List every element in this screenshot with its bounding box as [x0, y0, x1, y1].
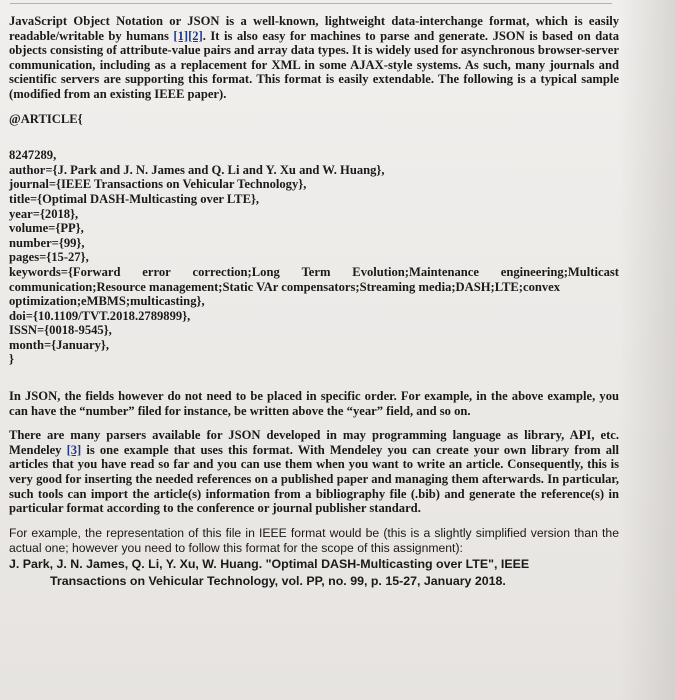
- closing-brace: }: [9, 352, 14, 367]
- article-id: 8247289,: [9, 148, 57, 163]
- keywords-field-line-3: optimization;eMBMS;multicasting},: [9, 294, 205, 309]
- reference-line-2: Transactions on Vehicular Technology, vol. PP, no. 99, p. 15-27, January 2018.: [50, 573, 506, 588]
- keyword-word: Term: [301, 264, 331, 279]
- page-edge-shadow: [619, 0, 675, 700]
- article-header: @ARTICLE{: [9, 111, 83, 126]
- journal-field: journal={IEEE Transactions on Vehicular Technology},: [9, 177, 307, 192]
- keyword-word: error: [142, 264, 171, 279]
- keywords-field-line-1: [9, 265, 619, 280]
- ieee-reference-example: [9, 556, 619, 590]
- number-field: number={99},: [9, 235, 85, 250]
- intro-paragraph: [9, 14, 619, 102]
- ieee-format-paragraph: For example, the representation of this file in IEEE format would be (this is a slightly simplified version than the actual one; however you need to follow this format for the scope of this assignment):: [9, 525, 619, 555]
- pages-field: pages={15-27},: [9, 250, 89, 265]
- title-field: title={Optimal DASH-Multicasting over LTE},: [9, 191, 260, 206]
- intro-text-2: . It is also easy for machines to parse and generate. JSON is based on data objects consisting of attribute-value pairs and array data types. It is widely used for asynchronous browser-server communication, including as a replacement for XML in some AJAX-style systems. As such, many journals and scientific servers are supporting this format. This format is easily extendable. The following is a typical sample (modified from an existing IEEE paper).: [9, 28, 620, 101]
- json-sample-block: [9, 148, 619, 367]
- top-divider: [10, 3, 612, 4]
- year-field: year={2018},: [9, 206, 79, 221]
- keyword-word: engineering;Multicast: [500, 264, 619, 279]
- keyword-word: keywords={Forward: [9, 264, 121, 279]
- keyword-word: correction;Long: [192, 264, 280, 279]
- field-order-paragraph: In JSON, the fields however do not need to be placed in specific order. For example, in the above example, you can have the “number” filed for instance, be written above the “year” field, and so on.: [9, 389, 619, 418]
- reference-link-3[interactable]: [3]: [66, 442, 82, 457]
- parsers-text-2: is one example that uses this format. With Mendeley you can create your own library from all articles that you have read so far and you can use them when you want to write an article. Consequently, this is very good for inserting the needed references on a published paper and managing them afterwards. In particular, such tools can import the article(s) information from a bibliography file (.bib) and generate the reference(s) in particular format according to the conference or journal publisher standard.: [9, 442, 619, 516]
- keywords-field-line-2: communication;Resource management;Static VAr compensators;Streaming media;DASH;LTE;convex: [9, 279, 561, 294]
- intro-text-1: JavaScript Object Notation or JSON is a well-known, lightweight data-interchange format, which is easily readable/writable by humans: [9, 14, 619, 43]
- issn-field: ISSN={0018-9545},: [9, 323, 112, 338]
- parsers-paragraph: [9, 428, 619, 516]
- author-field: author={J. Park and J. N. James and Q. Li and Y. Xu and W. Huang},: [9, 162, 385, 177]
- volume-field: volume={PP},: [9, 221, 84, 236]
- reference-line-1: J. Park, J. N. James, Q. Li, Y. Xu, W. Huang. "Optimal DASH-Multicasting over LTE", IEEE: [9, 556, 530, 571]
- doi-field: doi={10.1109/TVT.2018.2789899},: [9, 308, 191, 323]
- month-field: month={January},: [9, 337, 110, 352]
- parsers-text-1: There are many parsers available for JSON developed in may programming language as library, API, etc. Mendeley: [9, 428, 619, 457]
- reference-link-1-2[interactable]: [1][2]: [173, 28, 203, 43]
- keyword-word: Evolution;Maintenance: [352, 264, 479, 279]
